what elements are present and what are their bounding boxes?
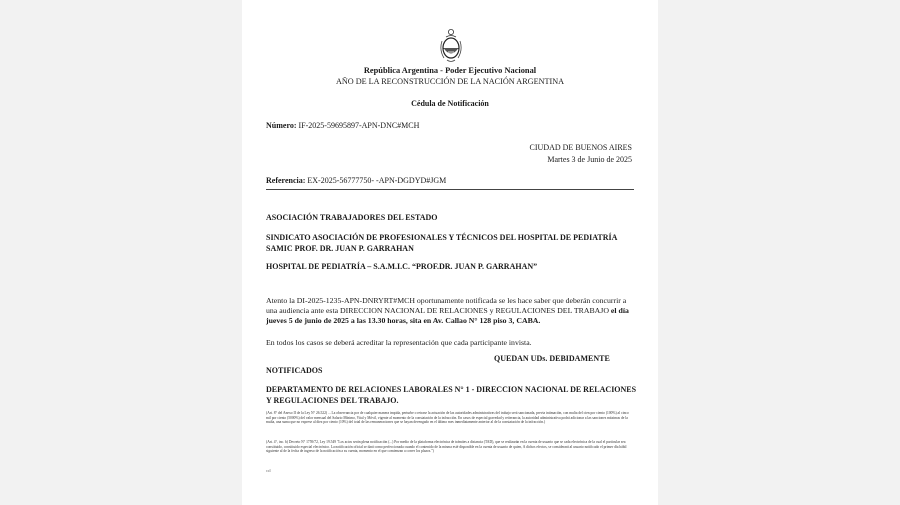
date: Martes 3 de Junio de 2025: [547, 155, 632, 164]
body-paragraph-1-text: Atento la DI-2025-1235-APN-DNRYRT#MCH oportunamente notificada se les hace saber que deberán concurrir a una audiencia ante esta DIRECCION NACIONAL DE RELACIONES y REGULACIONES DEL TRABAJO: [266, 296, 627, 316]
footnote-initials: ccl: [266, 468, 271, 473]
body-paragraph-1: [266, 296, 638, 327]
document-title: Cédula de Notificación: [411, 99, 489, 108]
referencia-value: EX-2025-56777750- -APN-DGDYD#JGM: [307, 176, 447, 185]
numero-line: [266, 121, 419, 130]
closing-quedan: QUEDAN UDs. DEBIDAMENTE: [494, 354, 610, 363]
recipient-2: SINDICATO ASOCIACIÓN DE PROFESIONALES Y TÉCNICOS DEL HOSPITAL DE PEDIATRÍA SAMIC PROF. DR. JUAN P. GARRAHAN: [266, 233, 617, 253]
numero-label: Número:: [266, 121, 297, 130]
header-line-1: República Argentina - Poder Ejecutivo Nacional: [363, 66, 537, 75]
document-page: [242, 0, 658, 505]
referencia-label: Referencia:: [266, 176, 306, 185]
coat-of-arms-icon: [440, 28, 462, 64]
referencia-line: [266, 176, 446, 185]
recipient-1: ASOCIACIÓN TRABAJADORES DEL ESTADO: [266, 213, 438, 222]
hearing-details: el día jueves 5 de junio de 2025 a las 13.30 horas, sita en Av. Callao N° 128 piso 3, CABA.: [266, 306, 629, 326]
footnote-1: (Art. 8° del Anexo II de la Ley N° 26.522) ... La observancia por de cualquier manera impida, perturbe o retrase la actuación de las autoridades administrativas del trabajo será sancionada, previa intimación, con multa del cien por ciento (100%) al cinco mil por ciento (5000%) del valor mensual del Salario Mínimo, Vital y Móvil, vigente al momento de la constatación de la infracción. En casos de especial gravedad y reiterancia, la autoridad administrativa podrá adicionar a las sanciones máximas de la multa, una suma que no exprese al diez por ciento (10%) del total de las remuneraciones que se hayan devengado en el último mes inmediatamente anterior al de la constatación de la infracción.): [266, 411, 629, 425]
numero-value: IF-2025-59695897-APN-DNC#MCH: [298, 121, 420, 130]
footnote-2: (Art. 4°, inc. b) Decreto N° 1759/72, Ley 19.549 "Los actos serán plena notificación (...) Por medio de la plataforma electrónica de trámites a distancia (TAD), que se realizarán en la cuenta de usuario que se cada electrónica de la cual el particular sea constituido, constituido especial electrónico. La notificación oficial se dará como perfeccionada cuando el contenido de la misma esté disponible en la cuenta de usuario de quien, A dichos efectos, se considerará al usuario notificado el primer día hábil siguiente al de la fecha de ingreso de la notificación a su cuenta, momento en el que comienzan a correr los plazos."): [266, 440, 627, 454]
header-line-2: AÑO DE LA RECONSTRUCCIÓN DE LA NACIÓN ARGENTINA: [335, 77, 565, 86]
closing-notificados: NOTIFICADOS: [266, 366, 323, 375]
city: CIUDAD DE BUENOS AIRES: [529, 143, 632, 152]
department-signature: DEPARTAMENTO DE RELACIONES LABORALES N° 1 - DIRECCION NACIONAL DE RELACIONES Y REGULACIONES DEL TRABAJO.: [266, 385, 637, 405]
body-paragraph-2: En todos los casos se deberá acreditar la representación que cada participante invista.: [266, 338, 532, 347]
divider: [266, 189, 634, 190]
recipient-3: HOSPITAL DE PEDIATRÍA – S.A.M.I.C. “PROF.DR. JUAN P. GARRAHAN”: [266, 262, 538, 271]
